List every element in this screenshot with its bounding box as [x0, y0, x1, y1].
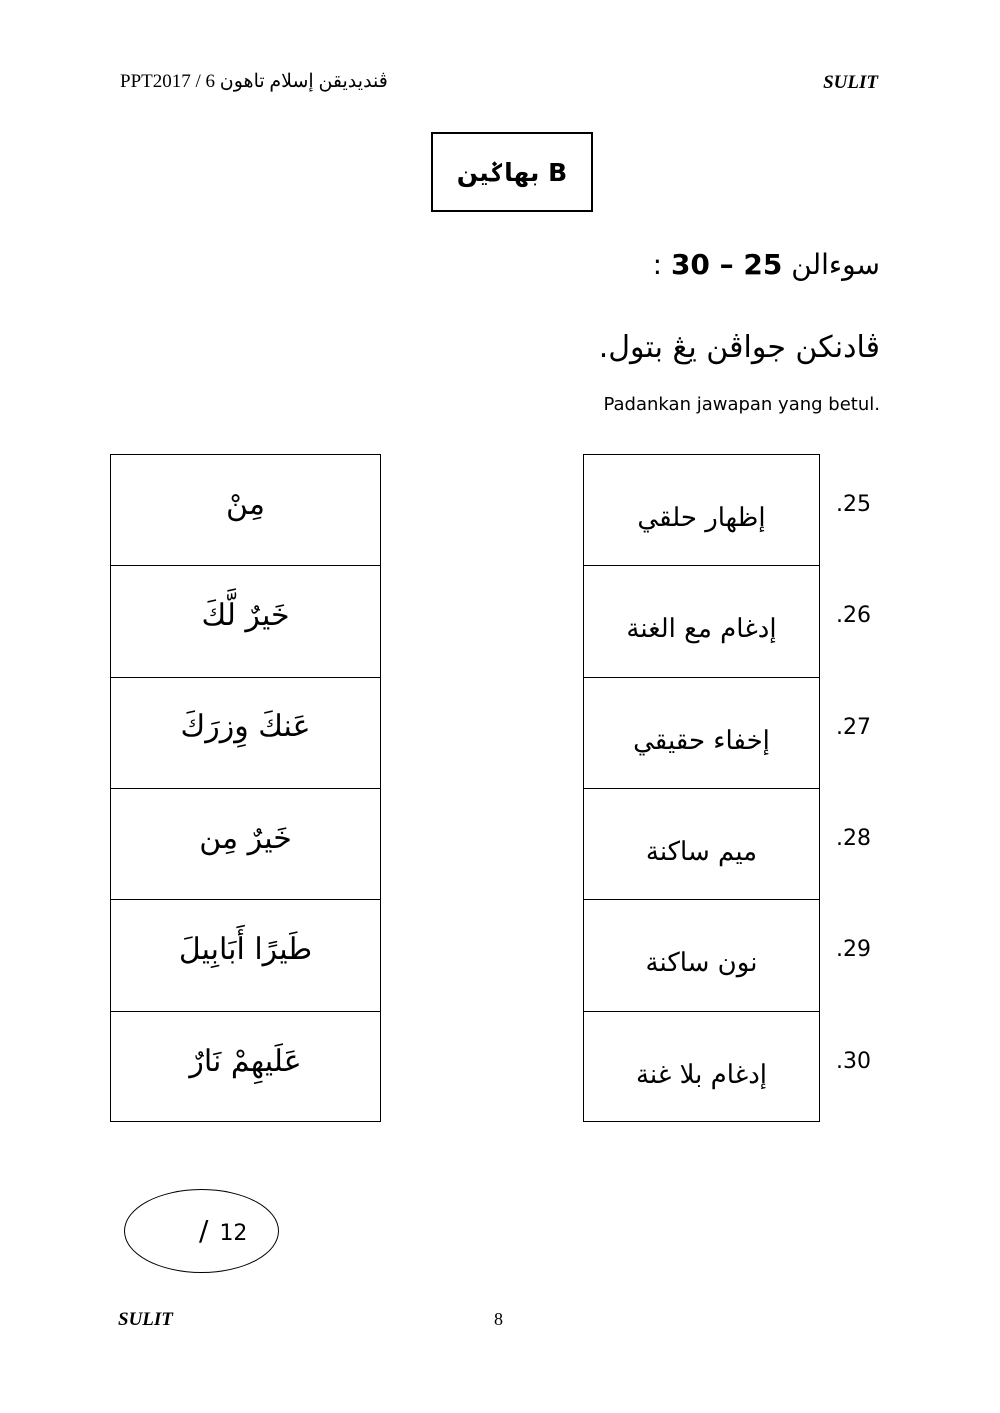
questions-range	[653, 248, 880, 281]
term-cell[interactable]: إخفاء حقيقي	[584, 678, 819, 789]
instruction-malay: Padankan jawapan yang betul.	[603, 394, 880, 415]
question-numbers-column	[836, 454, 896, 1122]
term-cell[interactable]: نون ساكنة	[584, 900, 819, 1011]
header-sulit: SULIT	[823, 72, 878, 93]
header-subject: PPT2017 / ڤنديديقن إسلام تاهون 6	[120, 71, 388, 92]
page-number: 8	[494, 1309, 503, 1329]
term-cell[interactable]: إدغام بلا غنة	[635, 1060, 768, 1091]
option-cell[interactable]: طَيرًا أَبَابِيلَ	[111, 900, 380, 1011]
left-options-column	[110, 454, 381, 1122]
option-cell[interactable]: عَلَيهِمْ نَارٌ	[189, 1043, 302, 1079]
question-number: .29	[836, 937, 871, 963]
option-cell[interactable]: خَيرٌ مِن	[111, 789, 380, 900]
question-number: .25	[836, 492, 871, 518]
section-title-box: بهاݢين B	[431, 132, 593, 212]
question-number: .27	[836, 714, 871, 740]
term-cell[interactable]: إظهار حلقي	[584, 455, 819, 566]
question-number: .28	[836, 826, 871, 852]
footer-sulit: SULIT	[118, 1309, 173, 1330]
score-slash: /	[199, 1214, 209, 1247]
question-number: .26	[836, 603, 871, 629]
option-cell[interactable]: عَنكَ وِزرَكَ	[111, 678, 380, 789]
score-text	[199, 1214, 247, 1247]
term-cell[interactable]: ميم ساكنة	[584, 789, 819, 900]
instruction-jawi: ڤادنكن جواڤن يڠ بتول.	[598, 330, 880, 365]
term-cell[interactable]: إدغام مع الغنة	[584, 566, 819, 677]
option-cell[interactable]: خَيرٌ لَّكَ	[111, 566, 380, 677]
questions-colon: :	[652, 248, 663, 281]
questions-numbers: 30 – 25	[670, 248, 783, 281]
right-terms-column	[583, 454, 820, 1122]
question-number: .30	[836, 1048, 871, 1074]
questions-label: سوءالن	[791, 248, 880, 281]
option-cell[interactable]: مِنْ	[111, 455, 380, 566]
score-total: 12	[219, 1221, 248, 1246]
